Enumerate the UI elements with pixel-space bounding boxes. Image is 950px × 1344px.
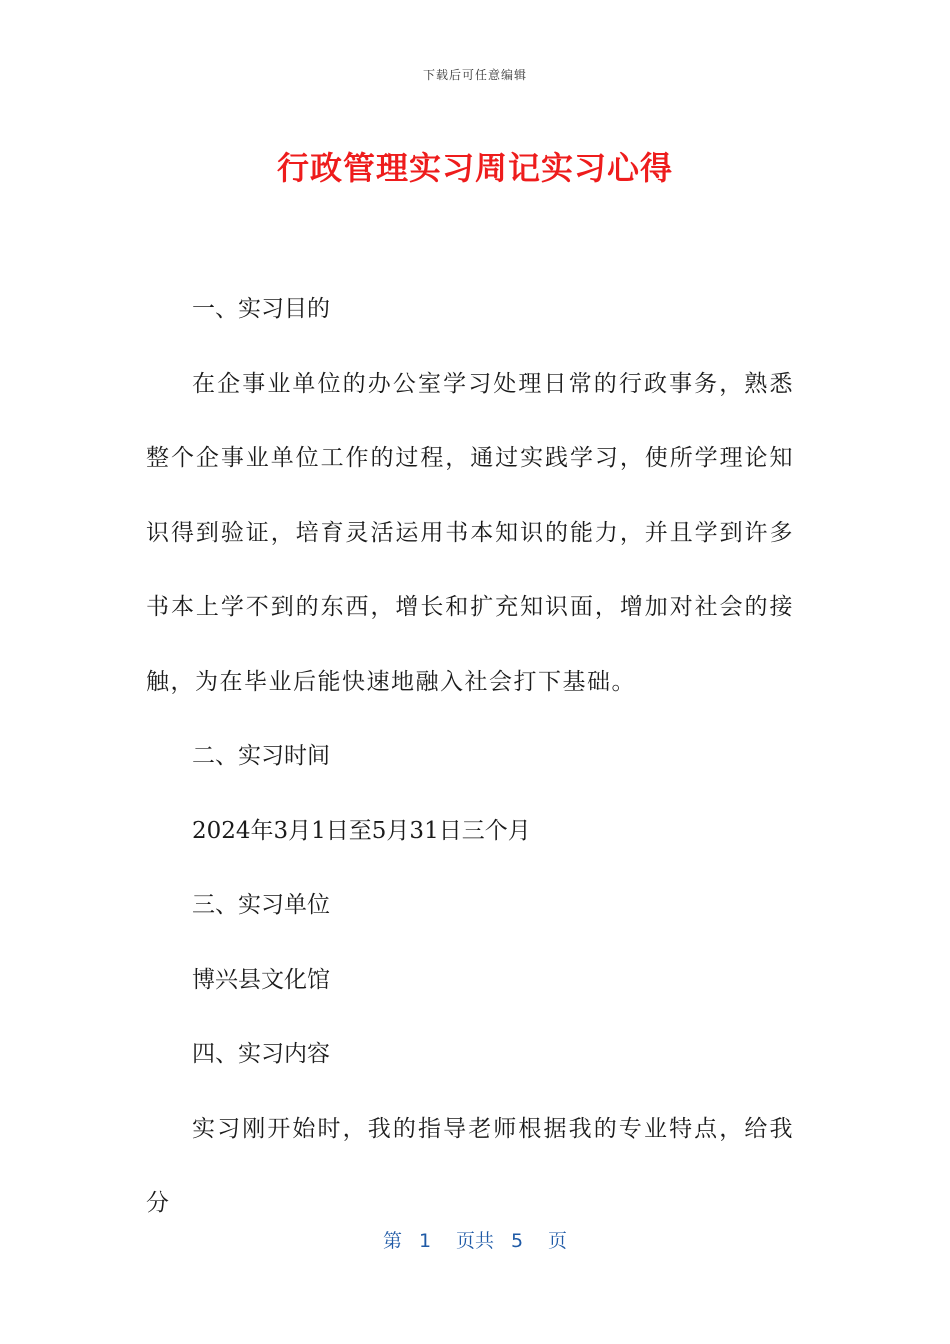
section-text-time: 2024年3月1日至5月31日三个月 bbox=[192, 817, 531, 844]
page-footer bbox=[0, 1226, 950, 1253]
section-heading-content: 四、实习内容 bbox=[192, 1041, 330, 1067]
section-text-purpose: 在企事业单位的办公室学习处理日常的行政事务，熟悉整个企事业单位工作的过程，通过实践学习，使所学理论知识得到验证，培育灵活运用书本知识的能力，并且学到许多书本上学不到的东西，增长和扩充知识面，增加对社会的接触，为在毕业后能快速地融入社会打下基础。 bbox=[146, 370, 794, 695]
footer-label-of: 页共 bbox=[455, 1230, 494, 1252]
footer-label-pages: 页 bbox=[548, 1230, 568, 1252]
document-title: 行政管理实习周记实习心得 bbox=[276, 149, 673, 187]
footer-current-page: 1 bbox=[418, 1230, 432, 1252]
section-heading-unit: 三、实习单位 bbox=[192, 892, 330, 918]
section-text-unit: 博兴县文化馆 bbox=[192, 966, 330, 993]
section-heading-purpose: 一、实习目的 bbox=[192, 296, 330, 322]
document-body bbox=[146, 272, 794, 1241]
footer-label-page: 第 bbox=[382, 1230, 402, 1252]
section-heading-time: 二、实习时间 bbox=[192, 743, 330, 769]
section-text-content: 实习刚开始时，我的指导老师根据我的专业特点，给我分 bbox=[146, 1115, 794, 1216]
footer-total-pages: 5 bbox=[510, 1230, 524, 1252]
header-note: 下载后可任意编辑 bbox=[422, 68, 527, 82]
